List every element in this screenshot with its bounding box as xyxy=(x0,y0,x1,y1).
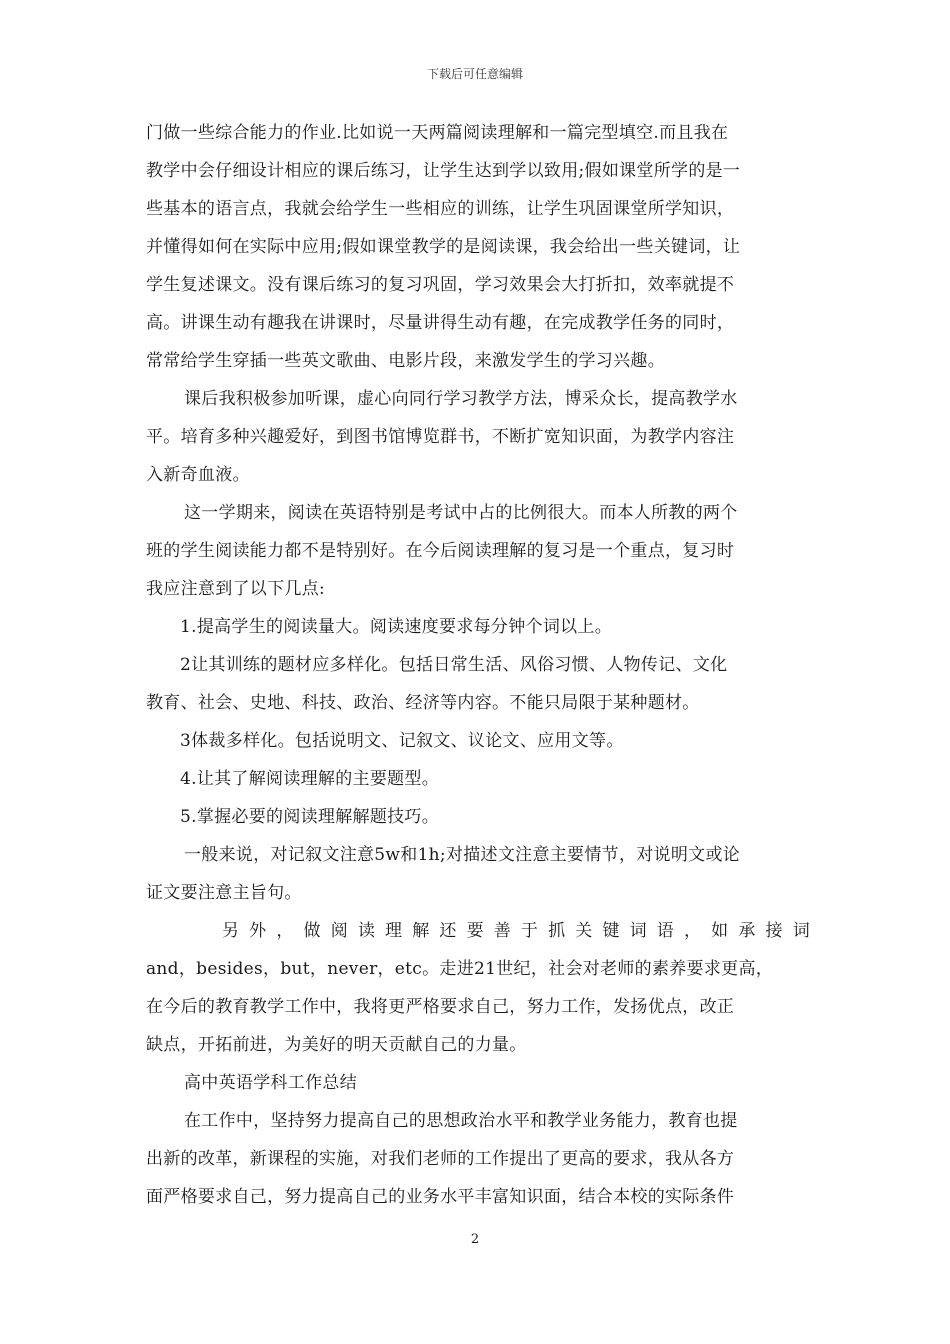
text-line: 学生复述课文。没有课后练习的复习巩固，学习效果会大打折扣，效率就提不 xyxy=(146,275,735,295)
page-number: 2 xyxy=(470,1232,480,1247)
text-line: 这一学期来，阅读在英语特别是考试中占的比例很大。而本人所教的两个 xyxy=(184,503,738,523)
text-line: 1.提高学生的阅读量大。阅读速度要求每分钟个词以上。 xyxy=(180,617,613,637)
text-line: 课后我积极参加听课，虚心向同行学习教学方法，博采众长，提高教学水 xyxy=(184,389,738,409)
text-line: and，besides，but，never，etc。走进21世纪，社会对老师的素养要求更高， xyxy=(146,959,774,979)
text-line: 缺点，开拓前进，为美好的明天贡献自己的力量。 xyxy=(146,1035,527,1055)
paragraph-homework xyxy=(146,114,810,380)
text-line: 教育、社会、史地、科技、政治、经济等内容。不能只局限于某种题材。 xyxy=(146,693,700,713)
paragraph-after-class xyxy=(146,380,810,494)
text-line: 面严格要求自己，努力提高自己的业务水平丰富知识面，结合本校的实际条件 xyxy=(146,1187,735,1207)
list-item-1 xyxy=(146,608,810,646)
text-line: 我应注意到了以下几点: xyxy=(146,579,326,599)
page-header: 下载后可任意编辑 xyxy=(426,67,523,81)
section-title xyxy=(146,1064,810,1102)
text-line: 一般来说，对记叙文注意5w和1h;对描述文注意主要情节，对说明文或论 xyxy=(184,845,741,865)
paragraph-keywords xyxy=(146,912,810,1064)
text-line: 另外，做阅读理解还要善于抓关键词语，如承接词 xyxy=(222,921,810,941)
text-line: 些基本的语言点，我就会给学生一些相应的训练，让学生巩固课堂所学知识， xyxy=(146,199,735,219)
paragraph-work-summary xyxy=(146,1102,810,1216)
text-line: 班的学生阅读能力都不是特别好。在今后阅读理解的复习是一个重点，复习时 xyxy=(146,541,735,561)
text-line: 并懂得如何在实际中应用;假如课堂教学的是阅读课，我会给出一些关键词，让 xyxy=(146,237,741,257)
text-line: 出新的改革，新课程的实施，对我们老师的工作提出了更高的要求，我从各方 xyxy=(146,1149,735,1169)
text-line: 高。讲课生动有趣我在讲课时，尽量讲得生动有趣，在完成教学任务的同时， xyxy=(146,313,735,333)
text-line: 教学中会仔细设计相应的课后练习，让学生达到学以致用;假如课堂所学的是一 xyxy=(146,161,741,181)
text-line: 5.掌握必要的阅读理解解题技巧。 xyxy=(180,807,440,827)
text-line: 在今后的教育教学工作中，我将更严格要求自己，努力工作，发扬优点，改正 xyxy=(146,997,735,1017)
paragraph-reading-semester xyxy=(146,494,810,608)
document-body xyxy=(146,114,810,1216)
text-line: 证文要注意主旨句。 xyxy=(146,883,302,903)
text-line: 3体裁多样化。包括说明文、记叙文、议论文、应用文等。 xyxy=(180,731,624,751)
text-line: 入新奇血液。 xyxy=(146,465,250,485)
text-line: 门做一些综合能力的作业.比如说一天两篇阅读理解和一篇完型填空.而且我在 xyxy=(146,123,729,143)
text-line: 常常给学生穿插一些英文歌曲、电影片段，来激发学生的学习兴趣。 xyxy=(146,351,665,371)
text-line: 在工作中，坚持努力提高自己的思想政治水平和教学业务能力，教育也提 xyxy=(184,1111,738,1131)
paragraph-narrative-tips xyxy=(146,836,810,912)
text-line: 4.让其了解阅读理解的主要题型。 xyxy=(180,769,440,789)
text-line: 高中英语学科工作总结 xyxy=(184,1073,357,1093)
list-item-4 xyxy=(146,760,810,798)
list-item-2 xyxy=(146,646,810,722)
list-item-3 xyxy=(146,722,810,760)
text-line: 2让其训练的题材应多样化。包括日常生活、风俗习惯、人物传记、文化 xyxy=(180,655,728,675)
list-item-5 xyxy=(146,798,810,836)
text-line: 平。培育多种兴趣爱好，到图书馆博览群书，不断扩宽知识面，为教学内容注 xyxy=(146,427,735,447)
